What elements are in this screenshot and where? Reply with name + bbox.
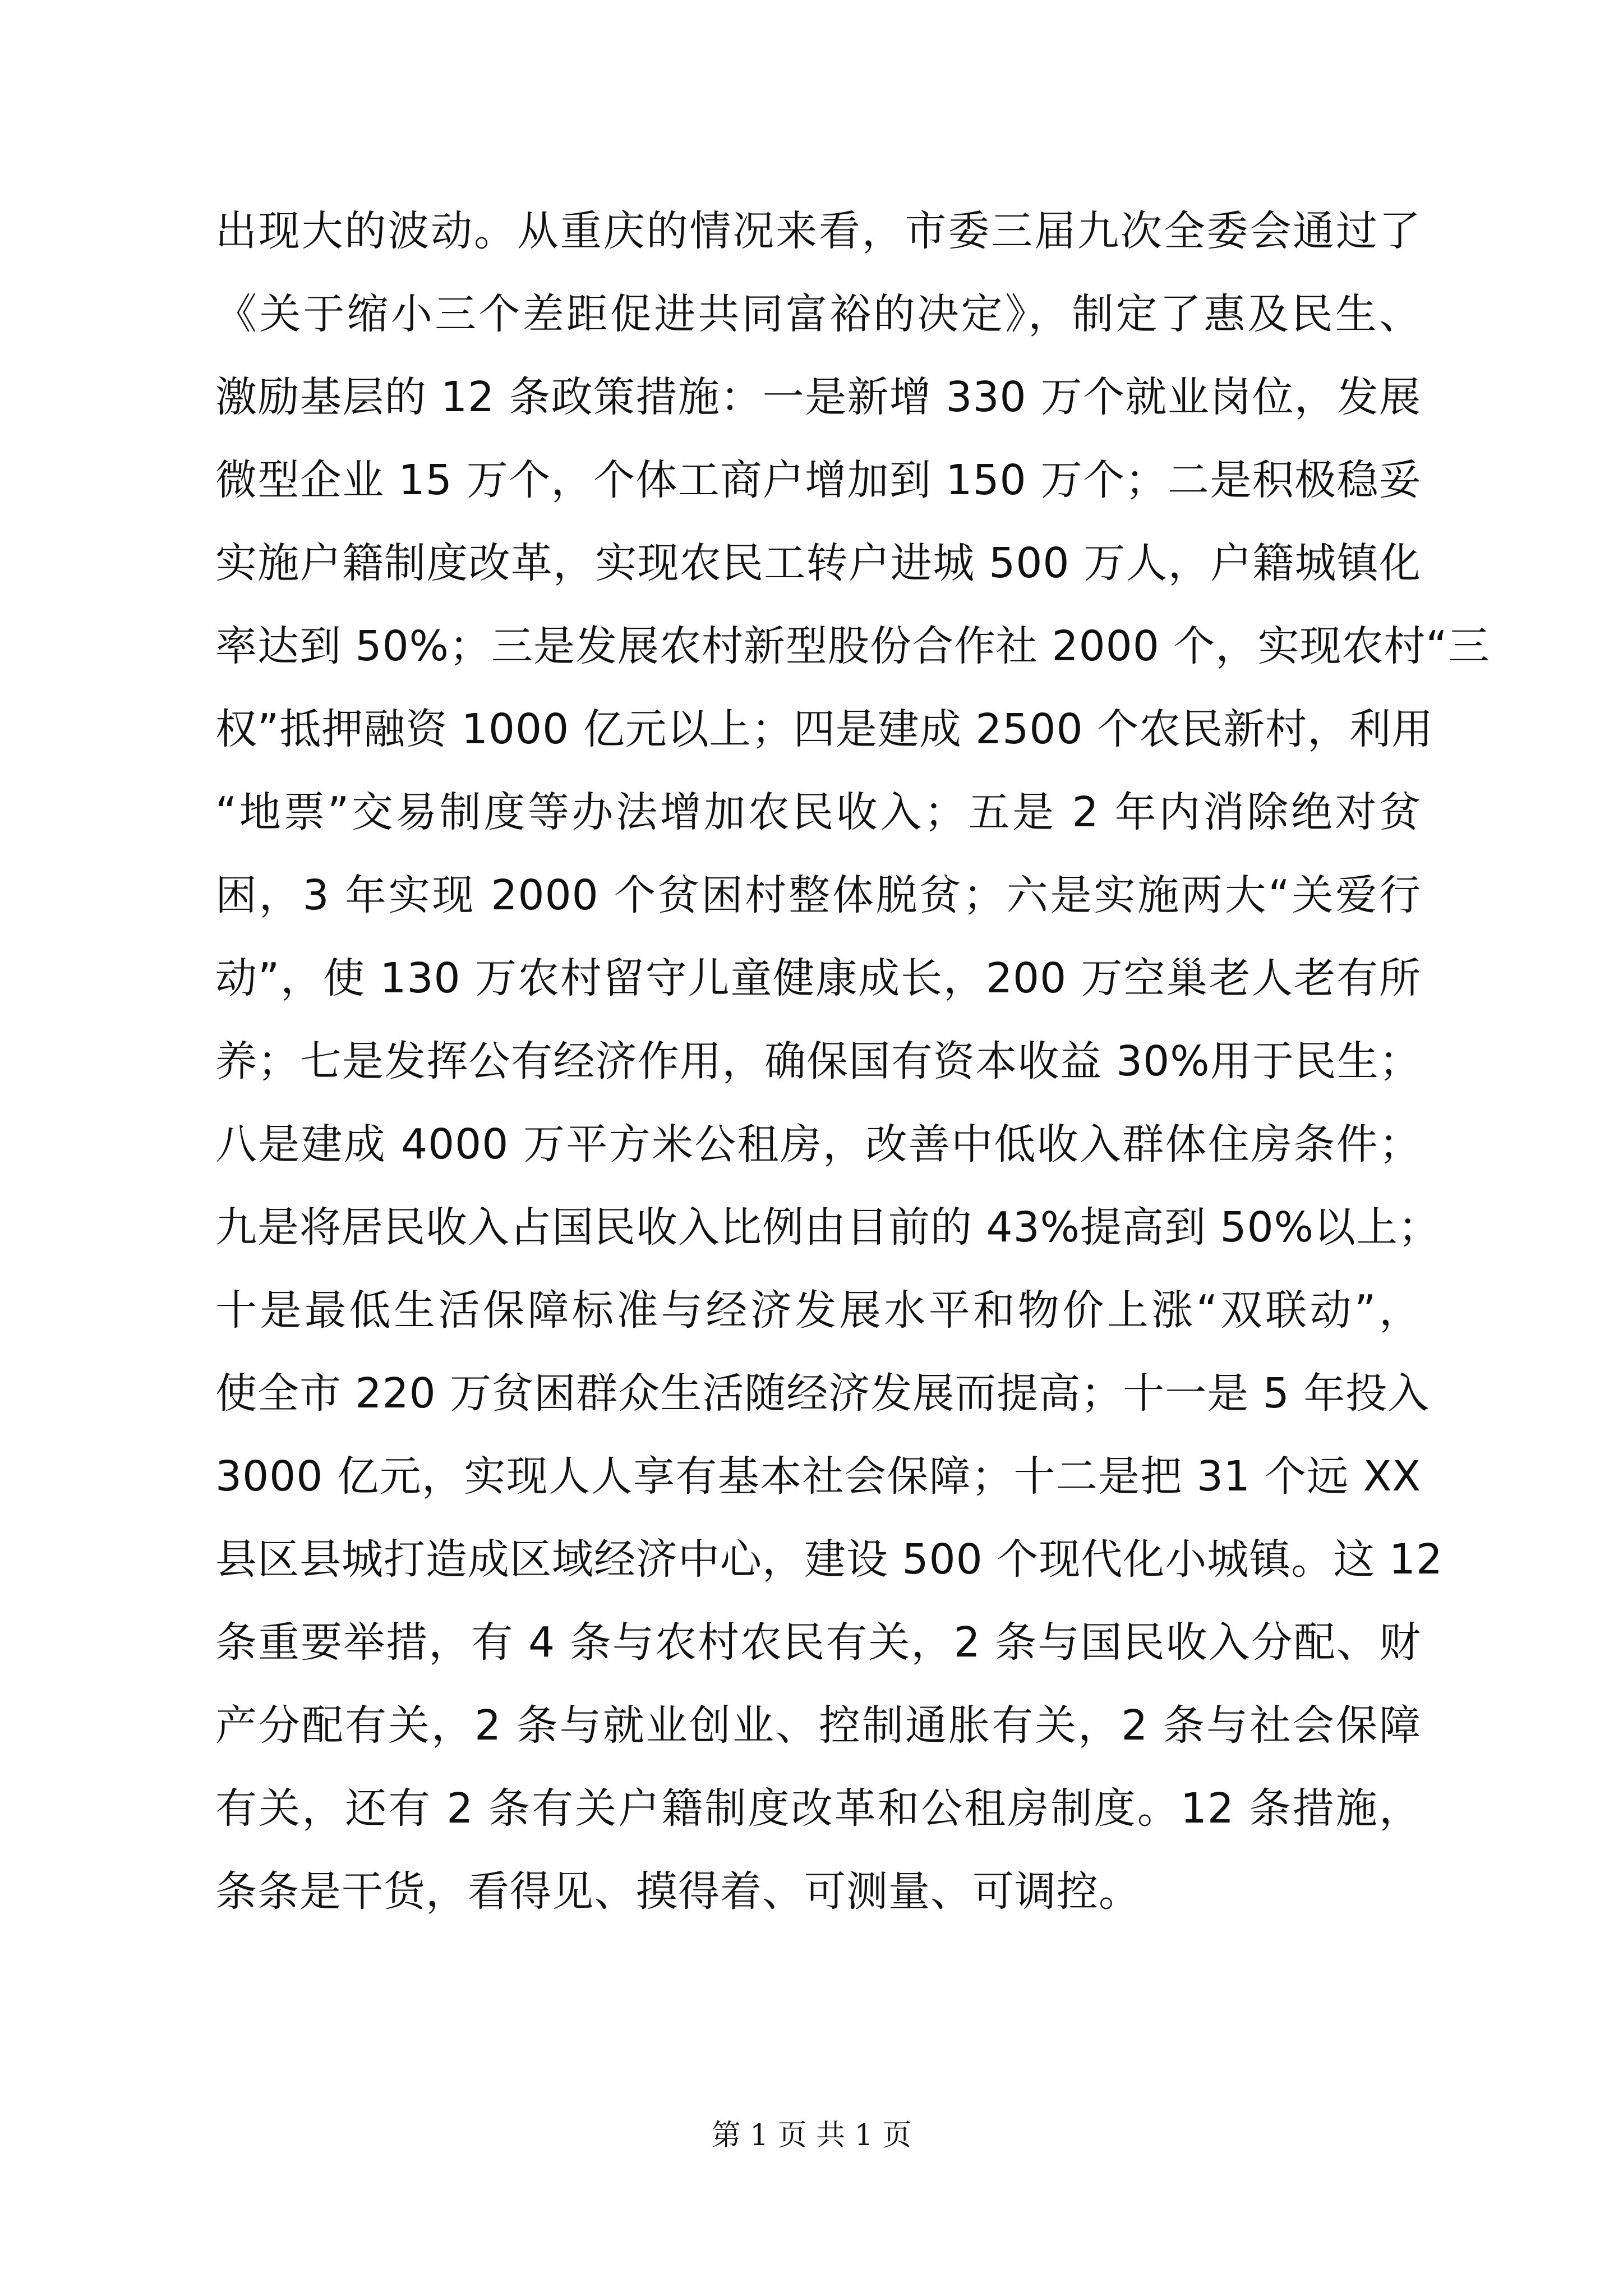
- paragraph-line: 出现大的波动。从重庆的情况来看，市委三届九次全委会通过了: [215, 207, 1421, 255]
- paragraph-line: 有关，还有 2 条有关户籍制度改革和公租房制度。12 条措施，: [215, 1784, 1421, 1833]
- paragraph-line: 实施户籍制度改革，实现农民工转户进城 500 万人，户籍城镇化: [215, 539, 1421, 587]
- page-footer: 第 1 页 共 1 页: [711, 2119, 912, 2152]
- paragraph-line: 八是建成 4000 万平方米公租房，改善中低收入群体住房条件；: [215, 1120, 1421, 1168]
- paragraph-line: 激励基层的 12 条政策措施：一是新增 330 万个就业岗位，发展: [215, 373, 1421, 421]
- paragraph-line: 养；七是发挥公有经济作用，确保国有资本收益 30%用于民生；: [215, 1037, 1421, 1085]
- paragraph-line: 微型企业 15 万个，个体工商户增加到 150 万个；二是积极稳妥: [215, 456, 1421, 504]
- paragraph-line: 权”抵押融资 1000 亿元以上；四是建成 2500 个农民新村，利用: [215, 705, 1434, 753]
- paragraph-line: 县区县城打造成区域经济中心，建设 500 个现代化小城镇。这 12: [215, 1535, 1443, 1584]
- paragraph-line: 十是最低生活保障标准与经济发展水平和物价上涨“双联动”，: [215, 1286, 1421, 1335]
- body-paragraph: [215, 190, 1490, 1933]
- paragraph-line: 困，3 年实现 2000 个贫困村整体脱贫；六是实施两大“关爱行: [215, 871, 1421, 919]
- paragraph-line: 产分配有关，2 条与就业创业、控制通胀有关，2 条与社会保障: [215, 1701, 1421, 1750]
- paragraph-line: 动”，使 130 万农村留守儿童健康成长，200 万空巢老人老有所: [215, 954, 1421, 1002]
- paragraph-line: “地票”交易制度等办法增加农民收入；五是 2 年内消除绝对贫: [215, 788, 1421, 836]
- paragraph-line: 条重要举措，有 4 条与农村农民有关，2 条与国民收入分配、财: [215, 1618, 1421, 1667]
- paragraph-line: 率达到 50%；三是发展农村新型股份合作社 2000 个，实现农村“三: [215, 622, 1490, 670]
- paragraph-line: 使全市 220 万贫困群众生活随经济发展而提高；十一是 5 年投入: [215, 1369, 1430, 1418]
- paragraph-line: 《关于缩小三个差距促进共同富裕的决定》，制定了惠及民生、: [215, 290, 1421, 338]
- paragraph-line: 九是将居民收入占国民收入比例由目前的 43%提高到 50%以上；: [215, 1203, 1440, 1251]
- paragraph-line: 条条是干货，看得见、摸得着、可测量、可调控。: [215, 1867, 1141, 1916]
- paragraph-line: 3000 亿元，实现人人享有基本社会保障；十二是把 31 个远 XX: [215, 1452, 1421, 1501]
